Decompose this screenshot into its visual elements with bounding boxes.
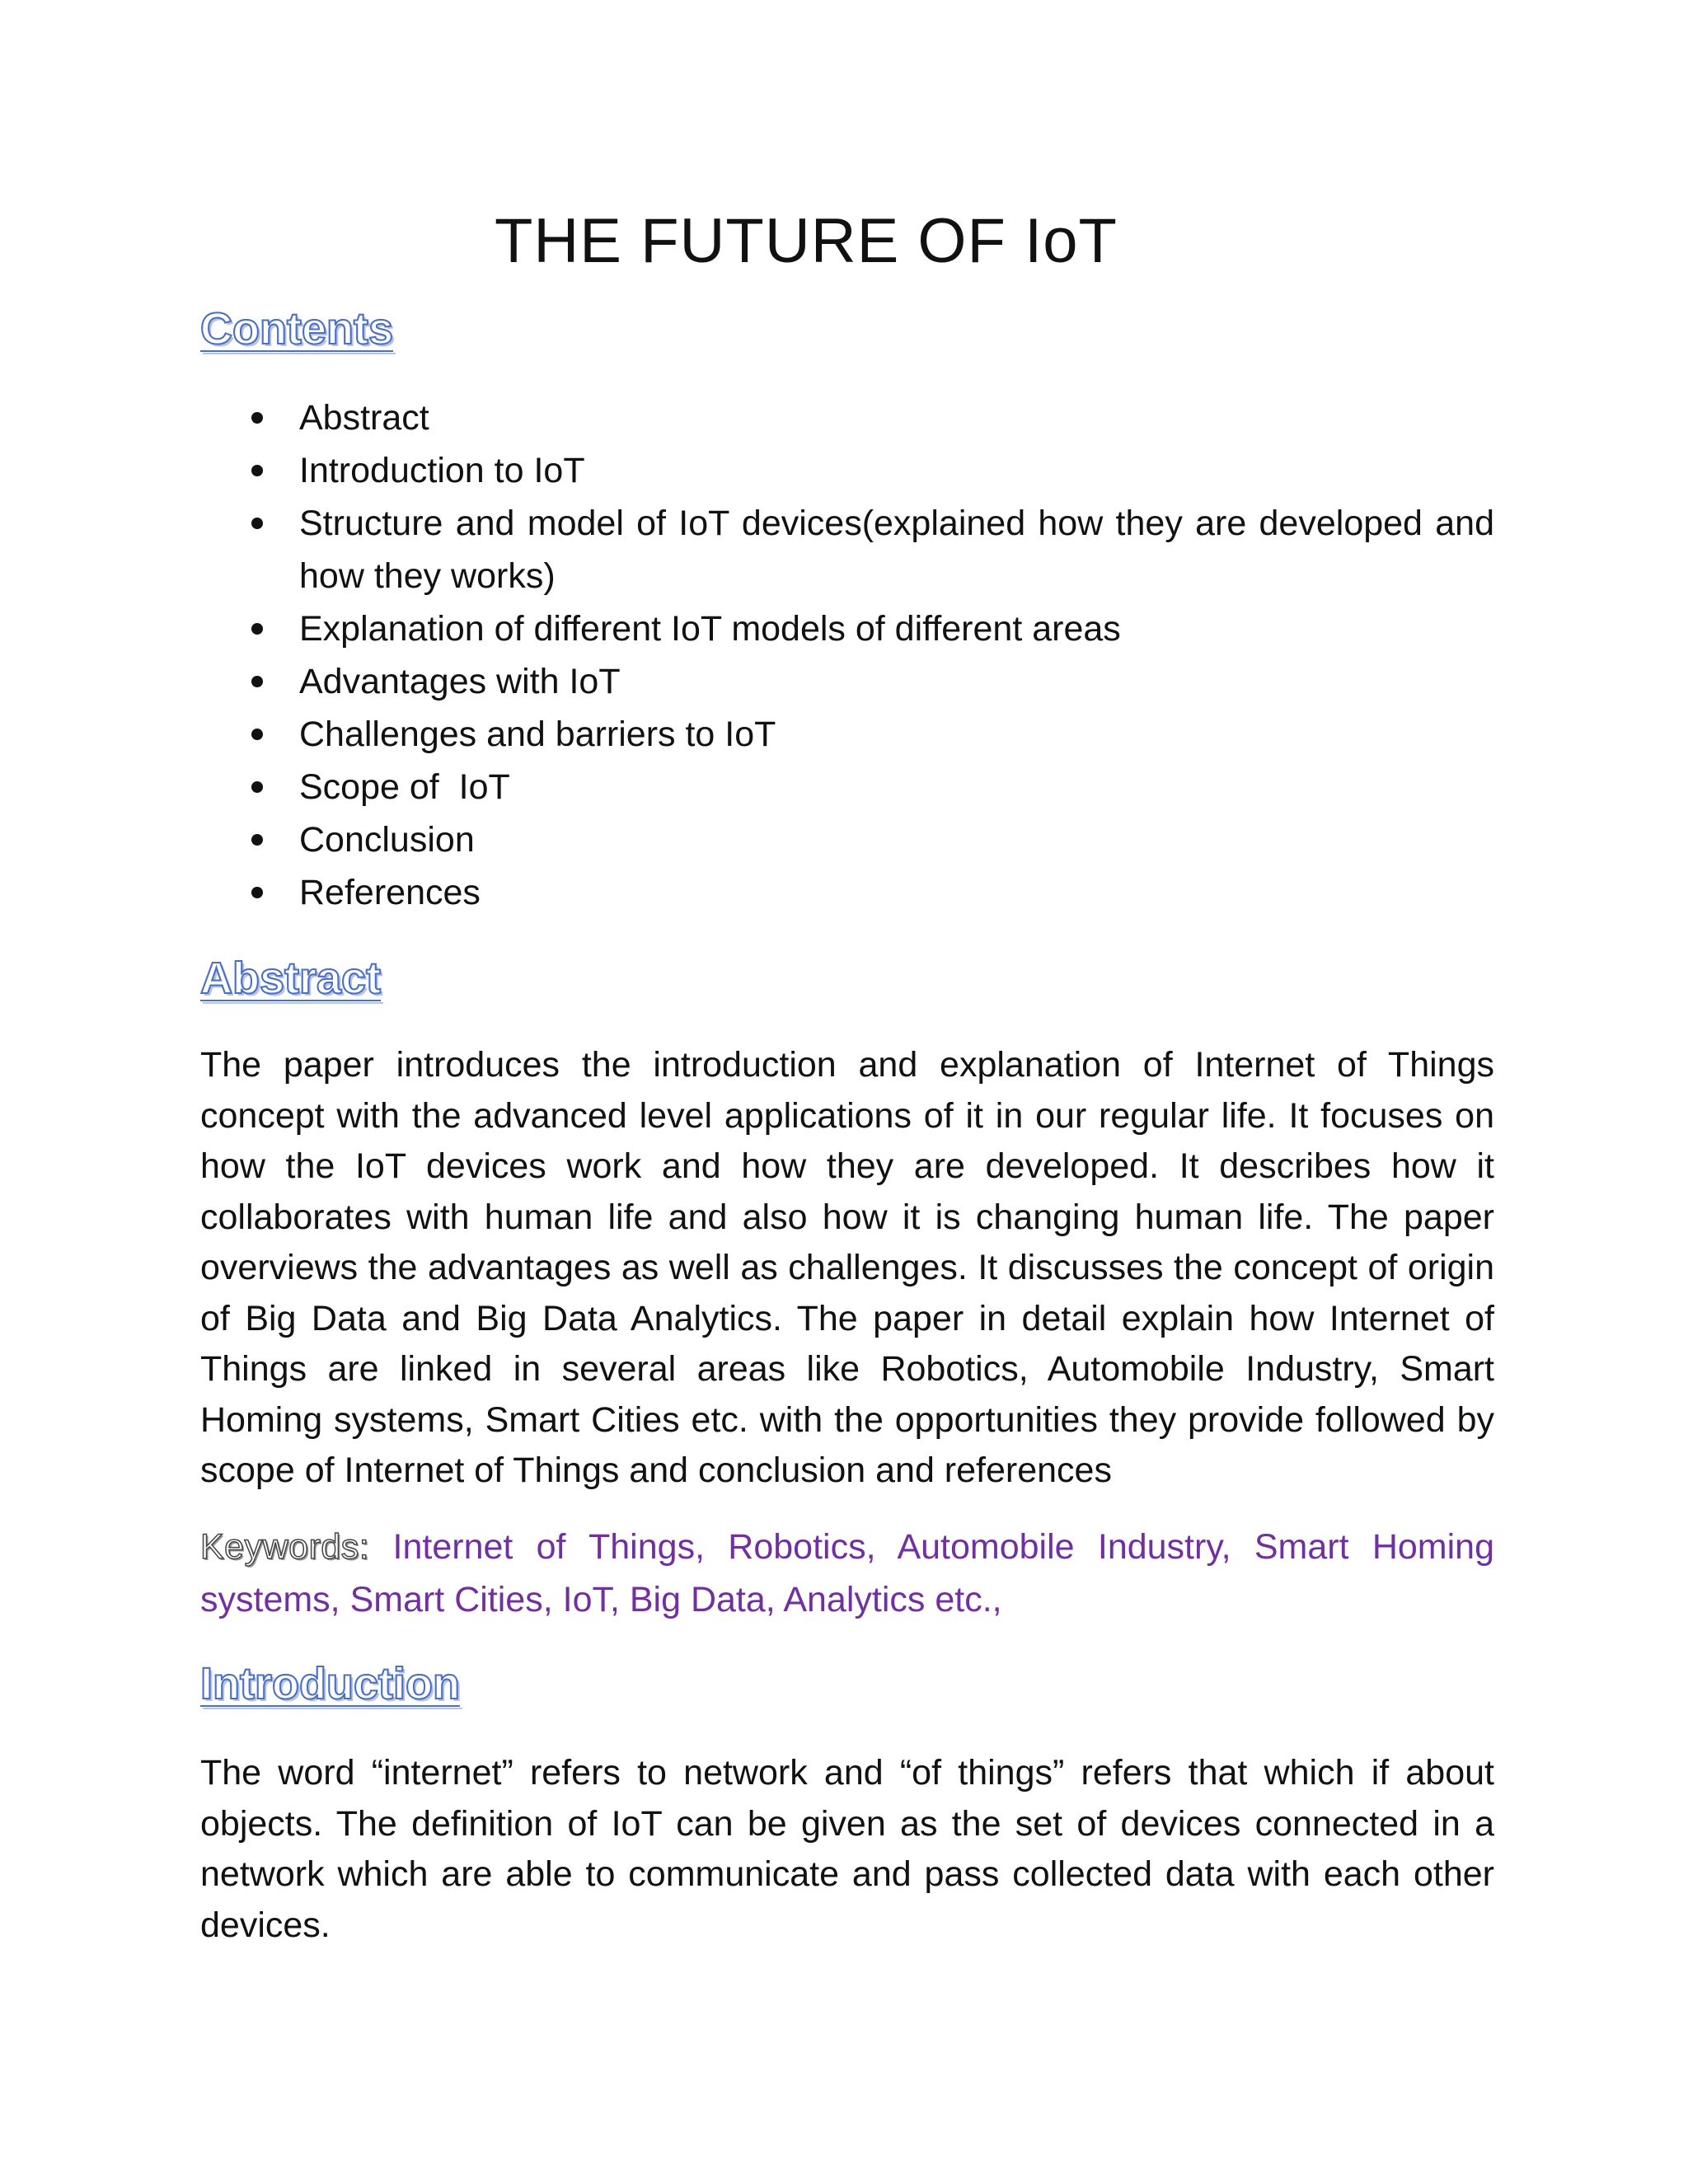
keywords-label: Keywords:	[200, 1527, 370, 1567]
keywords-paragraph	[200, 1521, 1494, 1626]
list-item: Scope of IoT	[200, 761, 1494, 813]
keywords-text: Internet of Things, Robotics, Automobile Industry, Smart Homing systems, Smart Cities, IoT, Big Data, Analytics etc.,	[200, 1527, 1494, 1619]
bullet-icon	[251, 834, 263, 846]
bullet-icon	[251, 729, 263, 740]
bullet-icon	[251, 623, 263, 635]
list-item: Explanation of different IoT models of different areas	[200, 602, 1494, 655]
introduction-paragraph: The word “internet” refers to network and “of things” refers that which if about objects. The definition of IoT can be given as the set of devices connected in a network which are able to communicate and pass collected data with each other devices.	[200, 1753, 1494, 1945]
list-item: Introduction to IoT	[200, 444, 1494, 497]
contents-heading: Contents	[200, 304, 393, 354]
contents-list	[200, 391, 1494, 919]
list-item: Conclusion	[200, 813, 1494, 866]
bullet-icon	[251, 518, 263, 529]
list-item: Challenges and barriers to IoT	[200, 708, 1494, 761]
bullet-icon	[251, 887, 263, 898]
list-item: Abstract	[200, 391, 1494, 444]
document-title: THE FUTURE OF IoT	[495, 206, 1118, 276]
bullet-icon	[251, 676, 263, 687]
introduction-heading: Introduction	[200, 1659, 460, 1708]
bullet-icon	[251, 465, 263, 476]
bullet-icon	[251, 781, 263, 793]
bullet-icon	[251, 412, 263, 424]
list-item: References	[200, 866, 1494, 919]
abstract-paragraph: The paper introduces the introduction and explanation of Internet of Things concept with the advanced level applications of it in our regular life. It focuses on how the IoT devices work and how they are developed. It describes how it collaborates with human life and also how it is changing human life. The paper overviews the advantages as well as challenges. It discusses the concept of origin of Big Data and Big Data Analytics. The paper in detail explain how Internet of Things are linked in several areas like Robotics, Automobile Industry, Smart Homing systems, Smart Cities etc. with the opportunities they provide followed by scope of Internet of Things and conclusion and references	[200, 1045, 1494, 1490]
list-item: Advantages with IoT	[200, 655, 1494, 708]
abstract-heading: Abstract	[200, 954, 382, 1003]
list-item: Structure and model of IoT devices(explained how they are developed and how they works)	[200, 497, 1494, 602]
